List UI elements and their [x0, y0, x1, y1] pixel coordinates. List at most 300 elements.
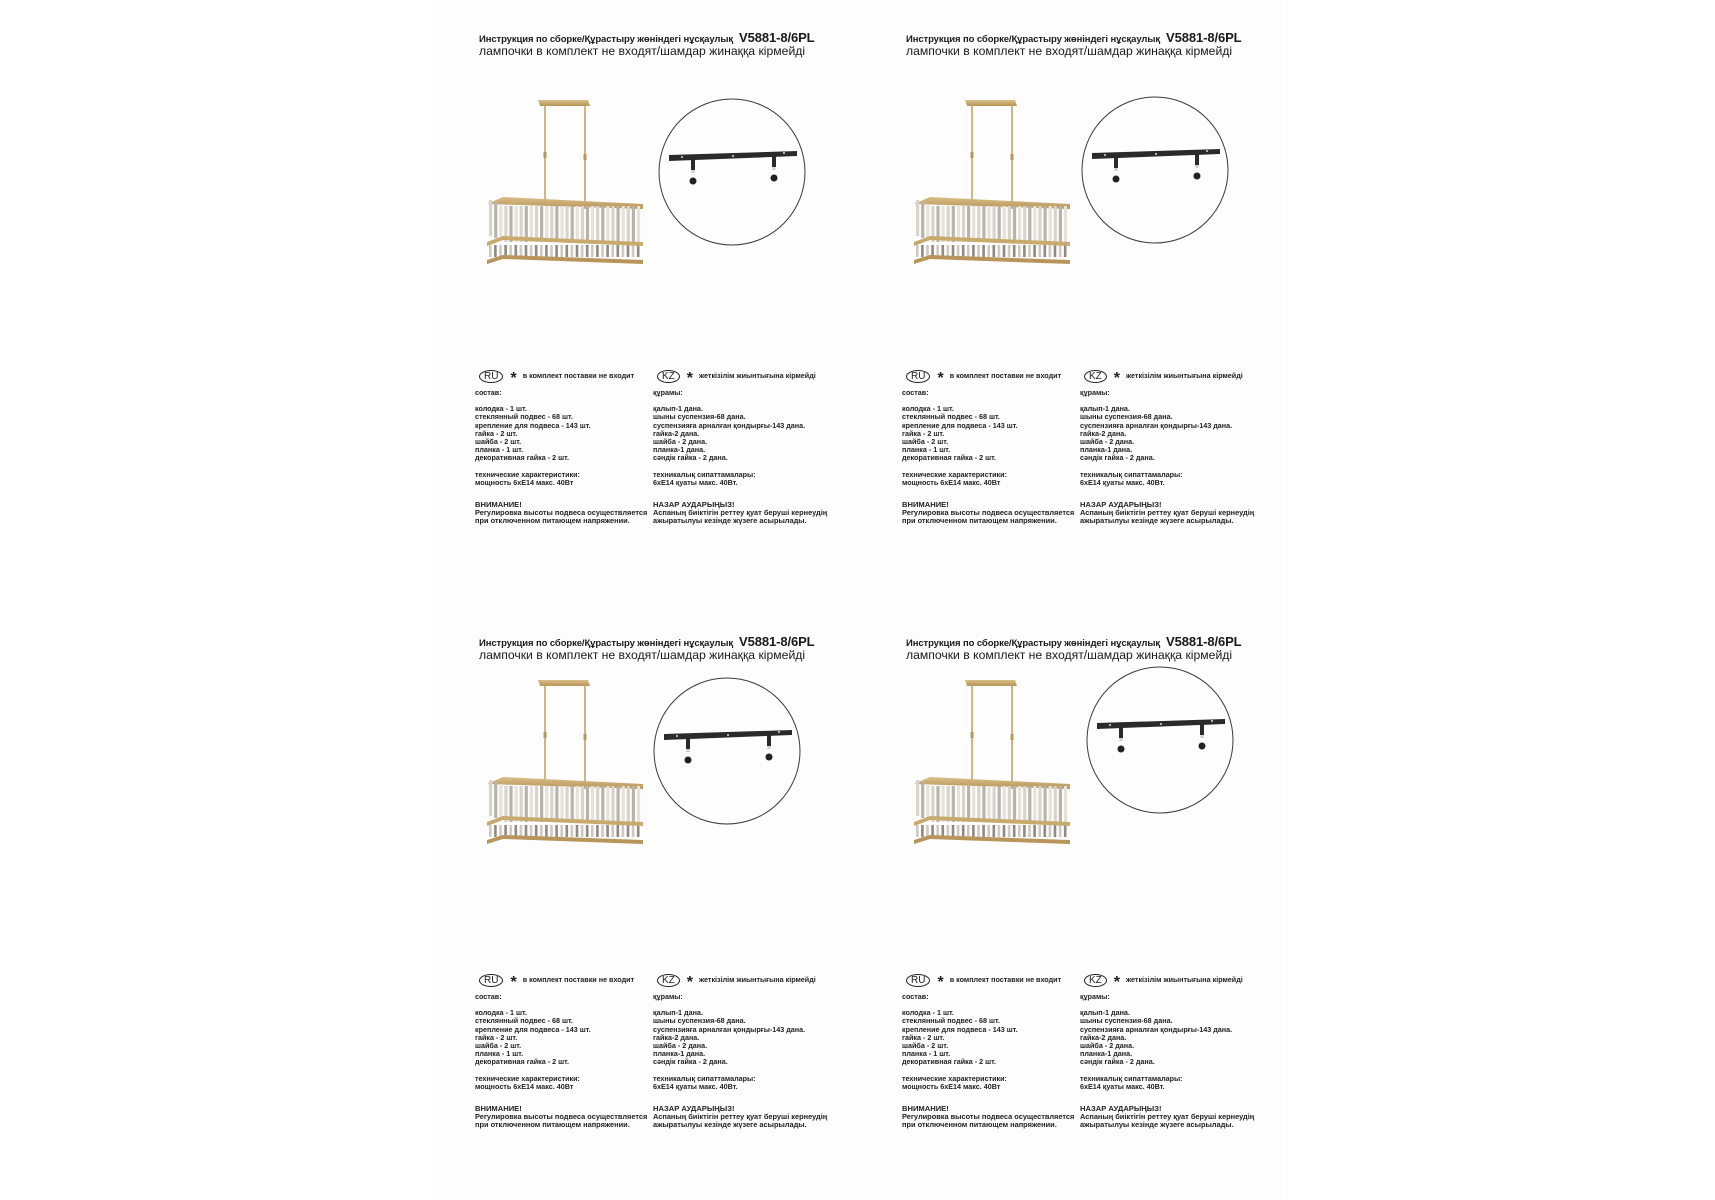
- list-item: шайба - 2 шт.: [475, 1040, 522, 1050]
- asterisk-icon: *: [510, 974, 517, 991]
- list-item: крепление для подвеса - 143 шт.: [475, 1024, 591, 1034]
- crystal-prism-lower: [942, 825, 945, 837]
- crystal-prism-lower: [540, 825, 543, 837]
- list-item: стеклянный подвес - 68 шт.: [475, 412, 573, 422]
- crystal-prism: [499, 204, 502, 240]
- ru-specs: [475, 1075, 647, 1091]
- crystal-prism: [1049, 786, 1052, 822]
- crystal-prism-lower: [972, 245, 975, 257]
- ru-specs-value: мощность 6xE14 макс. 40Вт: [475, 477, 574, 487]
- crystal-prism: [632, 786, 635, 822]
- list-item: планка-1 дана.: [1080, 1049, 1133, 1059]
- kz-warning-line: ажыратылуы кезінде жүзеге асырылады.: [653, 516, 807, 526]
- kz-badge: KZ: [1084, 370, 1107, 383]
- crystal-prism-lower: [489, 245, 492, 257]
- crystal-prism: [1013, 206, 1016, 242]
- list-item: шайба - 2 шт.: [475, 436, 522, 446]
- list-item: гайка - 2 шт.: [902, 1032, 945, 1042]
- washer: [687, 749, 690, 752]
- crystal-prism-lower: [525, 825, 528, 837]
- crystal-prism: [1018, 786, 1021, 822]
- crystal-prism: [1044, 786, 1047, 822]
- crystal-prism: [1059, 206, 1062, 242]
- crystal-prism-lower: [1044, 825, 1047, 837]
- kz-specs-label: техникалық сипаттамалары:: [1080, 469, 1183, 479]
- ru-not-included-note: в комплект поставки не входит: [949, 370, 1062, 380]
- kz-header: [1080, 368, 1254, 387]
- list-item: шыны суспензия-68 дана.: [653, 412, 746, 422]
- crystal-prism-lower: [998, 825, 1001, 837]
- mounting-stud: [1195, 154, 1199, 165]
- kz-specs-label: техникалық сипаттамалары:: [653, 1073, 756, 1083]
- crystal-prism: [627, 786, 630, 822]
- asterisk-icon: *: [1113, 370, 1121, 387]
- list-item: қалып-1 дана.: [653, 1008, 703, 1018]
- list-item: шайба - 2 дана.: [1080, 436, 1135, 446]
- ru-specs-value: мощность 6xE14 макс. 40Вт: [902, 1081, 1001, 1091]
- instruction-title: [906, 30, 1242, 45]
- crystal-prism-lower: [545, 245, 548, 257]
- crystal-prism-lower: [967, 245, 970, 257]
- crystal-prism: [560, 786, 563, 822]
- crystal-prism: [987, 786, 990, 822]
- screw-hole: [681, 156, 683, 158]
- kz-specs-label: техникалық сипаттамалары:: [653, 469, 756, 479]
- list-item: гайка - 2 шт.: [902, 428, 945, 438]
- ru-specs: [475, 471, 647, 487]
- crystal-prism-lower: [1059, 245, 1062, 257]
- crystal-prism-lower: [972, 825, 975, 837]
- crystal-prism: [494, 782, 497, 818]
- crystal-prism: [952, 206, 955, 242]
- crystal-prism-lower: [586, 825, 589, 837]
- list-item: крепление для подвеса - 143 шт.: [902, 420, 1018, 430]
- list-item: шыны суспензия-68 дана.: [653, 1016, 746, 1026]
- crystal-prism: [596, 206, 599, 242]
- crystal-prism-lower: [1008, 825, 1011, 837]
- crystal-prism: [1059, 786, 1062, 822]
- kz-contents-label: құрамы:: [1080, 388, 1110, 397]
- crystal-prism-lower: [550, 245, 553, 257]
- ru-warning-line: Регулировка высоты подвеса осуществляется: [475, 1112, 648, 1122]
- crystal-prism-lower: [632, 245, 635, 257]
- crystal-prism: [1028, 786, 1031, 822]
- crystal-prism: [1064, 786, 1067, 822]
- crystal-prism-lower: [1003, 245, 1006, 257]
- instruction-block-top-right: [900, 30, 1320, 590]
- screw-hole: [732, 155, 734, 157]
- crystal-prism-lower: [627, 245, 630, 257]
- crystal-prism-lower: [566, 245, 569, 257]
- list-item: декоративная гайка - 2 шт.: [902, 453, 996, 463]
- ru-warning-title: ВНИМАНИЕ!: [475, 1103, 522, 1113]
- ru-warning-line: Регулировка высоты подвеса осуществляется: [902, 1112, 1075, 1122]
- crystal-pendants: [489, 200, 640, 257]
- crystal-prism: [571, 786, 574, 822]
- decorative-nut: [1113, 176, 1120, 183]
- kazakh-column: [653, 368, 827, 526]
- crystal-prism-lower: [987, 245, 990, 257]
- crystal-prism: [957, 206, 960, 242]
- screw-hole: [783, 152, 785, 154]
- crystal-prism: [637, 786, 640, 822]
- crystal-prism: [576, 206, 579, 242]
- kz-specs-value: 6xE14 қуаты макс. 40Вт.: [653, 477, 738, 487]
- ru-warning-title: ВНИМАНИЕ!: [902, 499, 949, 509]
- crystal-prism: [1008, 786, 1011, 822]
- rod-coupler: [971, 732, 974, 738]
- kz-contents-label: құрамы:: [653, 992, 683, 1001]
- list-item: шыны суспензия-68 дана.: [1080, 412, 1173, 422]
- crystal-prism: [947, 786, 950, 822]
- list-item: планка - 1 шт.: [902, 445, 951, 455]
- crystal-prism-lower: [606, 245, 609, 257]
- screw-hole: [1206, 150, 1208, 152]
- instruction-label: Инструкция по сборке/Құрастыру жөніндегі нұсқаулық: [479, 34, 733, 45]
- ru-specs-label: технические характеристики:: [475, 469, 580, 479]
- russian-column: [475, 368, 647, 526]
- crystal-prism: [1038, 786, 1041, 822]
- ru-contents-label: состав:: [475, 388, 502, 397]
- crystal-prism-lower: [1028, 245, 1031, 257]
- screw-hole: [676, 735, 678, 737]
- kz-contents-label: құрамы:: [1080, 992, 1110, 1001]
- kz-specs-value: 6xE14 қуаты макс. 40Вт.: [653, 1081, 738, 1091]
- crystal-prism: [982, 206, 985, 242]
- crystal-prism-lower: [601, 825, 604, 837]
- ru-header: [475, 972, 647, 991]
- instruction-block-top-left: [473, 30, 893, 590]
- crystal-prism: [535, 206, 538, 242]
- screw-hole: [1155, 153, 1157, 155]
- crystal-prism-lower: [916, 825, 919, 837]
- kazakh-column: [653, 972, 827, 1130]
- ru-warning-title: ВНИМАНИЕ!: [475, 499, 522, 509]
- crystal-prism: [947, 206, 950, 242]
- crystal-prism: [952, 786, 955, 822]
- crystal-prism: [926, 784, 929, 820]
- ru-header: [902, 972, 1074, 991]
- crystal-prism: [972, 206, 975, 242]
- list-item: сәндік гайка - 2 дана.: [1080, 453, 1155, 463]
- crystal-prism: [1033, 786, 1036, 822]
- crystal-prism-lower: [1059, 825, 1062, 837]
- crystal-prism-lower: [1023, 825, 1026, 837]
- bulbs-note: лампочки в комплект не входят/шамдар жинаққа кірмейді: [479, 648, 806, 662]
- ru-specs: [902, 1075, 1074, 1091]
- crystal-prism: [591, 206, 594, 242]
- crystal-prism: [489, 780, 492, 816]
- crystal-prism-lower: [952, 245, 955, 257]
- decorative-nut: [1194, 173, 1201, 180]
- crystal-prism-lower: [617, 245, 620, 257]
- list-item: шайба - 2 дана.: [653, 1040, 708, 1050]
- kz-header: [1080, 972, 1254, 991]
- crystal-prism-lower: [571, 245, 574, 257]
- list-item: шайба - 2 дана.: [653, 436, 708, 446]
- list-item: декоративная гайка - 2 шт.: [475, 453, 569, 463]
- ru-contents-label: состав:: [902, 388, 929, 397]
- crystal-prism-lower: [576, 245, 579, 257]
- kz-not-included-note: жеткізілім жиынтығына кірмейді: [1126, 370, 1243, 380]
- crystal-prism-lower: [560, 825, 563, 837]
- instruction-label: Инструкция по сборке/Құрастыру жөніндегі нұсқаулық: [479, 638, 733, 649]
- kz-specs: [1080, 1075, 1254, 1091]
- kz-warning-line: ажыратылуы кезінде жүзеге асырылады.: [653, 1120, 807, 1130]
- crystal-prism-lower: [560, 245, 563, 257]
- crystal-prism-lower: [515, 245, 518, 257]
- crystal-prism-lower: [947, 245, 950, 257]
- crystal-prism-lower: [1033, 825, 1036, 837]
- crystal-prism-lower: [957, 245, 960, 257]
- crystal-prism-lower: [520, 245, 523, 257]
- kazakh-column: [1080, 368, 1254, 526]
- kz-not-included-note: жеткізілім жиынтығына кірмейді: [699, 370, 816, 380]
- mounting-stud: [1200, 724, 1204, 735]
- crystal-prism: [1054, 206, 1057, 242]
- crystal-prism-lower: [627, 825, 630, 837]
- list-item: гайка-2 дана.: [1080, 1032, 1127, 1042]
- detail-circle: [1082, 97, 1228, 243]
- ru-contents-list: [475, 1009, 647, 1066]
- crystal-prism: [494, 202, 497, 238]
- list-item: сәндік гайка - 2 дана.: [1080, 1057, 1155, 1067]
- crystal-prism: [560, 206, 563, 242]
- screw-hole: [1160, 723, 1162, 725]
- ceiling-canopy: [965, 680, 1017, 686]
- washer: [1120, 738, 1123, 741]
- crystal-prism-lower: [535, 245, 538, 257]
- crystal-prism: [1023, 206, 1026, 242]
- crystal-prism-lower: [622, 825, 625, 837]
- crystal-prism-lower: [571, 825, 574, 837]
- crystal-prism: [591, 786, 594, 822]
- decorative-nut: [690, 178, 697, 185]
- list-item: колодка - 1 шт.: [902, 1008, 954, 1018]
- list-item: шыны суспензия-68 дана.: [1080, 1016, 1173, 1026]
- crystal-prism-lower: [987, 825, 990, 837]
- crystal-prism: [627, 206, 630, 242]
- crystal-prism: [993, 786, 996, 822]
- crystal-prism: [545, 206, 548, 242]
- crystal-prism-lower: [550, 825, 553, 837]
- washer: [1115, 168, 1118, 171]
- ru-header: [475, 368, 647, 387]
- ru-warning-line: при отключенном питающем напряжении.: [902, 1120, 1057, 1130]
- detail-circle: [654, 678, 800, 824]
- ceiling-canopy: [965, 100, 1017, 106]
- rod-coupler: [1011, 734, 1014, 740]
- asterisk-icon: *: [686, 974, 694, 991]
- list-item: гайка-2 дана.: [1080, 428, 1127, 438]
- list-item: гайка - 2 шт.: [475, 1032, 518, 1042]
- list-item: планка-1 дана.: [1080, 445, 1133, 455]
- crystal-prism-lower: [1049, 825, 1052, 837]
- crystal-prism-lower: [957, 825, 960, 837]
- frame-bottom: [487, 835, 643, 844]
- crystal-prism-lower: [596, 245, 599, 257]
- crystal-prism-lower: [1038, 825, 1041, 837]
- washer: [768, 746, 771, 749]
- crystal-prism-lower: [1023, 245, 1026, 257]
- crystal-prism-lower: [977, 825, 980, 837]
- crystal-prism-lower: [632, 825, 635, 837]
- rod-coupler: [971, 152, 974, 158]
- kz-header: [653, 972, 827, 991]
- crystal-prism: [586, 206, 589, 242]
- crystal-prism: [982, 786, 985, 822]
- kz-not-included-note: жеткізілім жиынтығына кірмейді: [699, 974, 816, 984]
- list-item: қалып-1 дана.: [653, 404, 703, 414]
- instruction-block-bottom-right: [900, 634, 1320, 1194]
- crystal-prism-lower: [982, 245, 985, 257]
- crystal-prism: [525, 786, 528, 822]
- crystal-prism-lower: [555, 245, 558, 257]
- crystal-prism: [998, 206, 1001, 242]
- list-item: сәндік гайка - 2 дана.: [653, 1057, 728, 1067]
- list-item: суспензияға арналған қондырғы-143 дана.: [1080, 420, 1233, 430]
- crystal-prism: [1003, 786, 1006, 822]
- frame-bottom: [914, 255, 1070, 264]
- crystal-prism-lower: [637, 245, 640, 257]
- crystal-prism-lower: [494, 245, 497, 257]
- ru-warning-line: Регулировка высоты подвеса осуществляется: [475, 508, 648, 518]
- list-item: шайба - 2 шт.: [902, 436, 949, 446]
- kz-specs: [653, 1075, 827, 1091]
- list-item: стеклянный подвес - 68 шт.: [475, 1016, 573, 1026]
- washer: [773, 167, 776, 170]
- crystal-prism: [926, 204, 929, 240]
- kz-warning-line: Аспаның биіктігін реттеу қуат беруші кернеудің: [1080, 508, 1255, 518]
- mounting-stud: [691, 159, 695, 170]
- crystal-prism-lower: [611, 245, 614, 257]
- crystal-prism-lower: [916, 245, 919, 257]
- list-item: планка-1 дана.: [653, 445, 706, 455]
- ru-warning: [902, 501, 1074, 526]
- crystal-prism: [977, 206, 980, 242]
- screw-hole: [1211, 720, 1213, 722]
- frame-bottom: [487, 255, 643, 264]
- crystal-prism-lower: [1044, 245, 1047, 257]
- ru-not-included-note: в комплект поставки не входит: [522, 974, 635, 984]
- ru-warning: [902, 1105, 1074, 1130]
- crystal-prism: [962, 206, 965, 242]
- crystal-prism: [1023, 786, 1026, 822]
- crystal-prism-lower: [1064, 825, 1067, 837]
- list-item: декоративная гайка - 2 шт.: [475, 1057, 569, 1067]
- crystal-prism-lower: [993, 825, 996, 837]
- mounting-stud: [767, 735, 771, 746]
- russian-column: [475, 972, 647, 1130]
- asterisk-icon: *: [937, 370, 944, 387]
- crystal-prism-lower: [581, 245, 584, 257]
- kz-specs-value: 6xE14 қуаты макс. 40Вт.: [1080, 1081, 1165, 1091]
- mounting-stud: [686, 738, 690, 749]
- crystal-prism: [1013, 786, 1016, 822]
- crystal-prism: [993, 206, 996, 242]
- crystal-prism-lower: [1054, 245, 1057, 257]
- crystal-prism: [916, 780, 919, 816]
- list-item: колодка - 1 шт.: [902, 404, 954, 414]
- ru-header: [902, 368, 1074, 387]
- ru-specs-label: технические характеристики:: [902, 469, 1007, 479]
- rod-coupler: [1011, 154, 1014, 160]
- crystal-prism-lower: [967, 825, 970, 837]
- decorative-nut: [766, 754, 773, 761]
- ru-specs-label: технические характеристики:: [475, 1073, 580, 1083]
- washer: [1201, 735, 1204, 738]
- crystal-prism-lower: [921, 245, 924, 257]
- ru-warning: [475, 1105, 647, 1130]
- crystal-prism-lower: [1028, 825, 1031, 837]
- screw-hole: [778, 731, 780, 733]
- crystal-prism-lower: [977, 245, 980, 257]
- crystal-pendants: [916, 200, 1067, 257]
- kz-warning-line: ажыратылуы кезінде жүзеге асырылады.: [1080, 1120, 1234, 1130]
- crystal-prism-lower: [601, 245, 604, 257]
- crystal-prism: [606, 206, 609, 242]
- crystal-prism-lower: [535, 825, 538, 837]
- crystal-prism: [540, 786, 543, 822]
- kz-specs-value: 6xE14 қуаты макс. 40Вт.: [1080, 477, 1165, 487]
- list-item: колодка - 1 шт.: [475, 404, 527, 414]
- washer: [692, 170, 695, 173]
- kazakh-column: [1080, 972, 1254, 1130]
- chandelier-image: [483, 92, 655, 272]
- decorative-nut: [1199, 743, 1206, 750]
- mounting-bracket-detail: [1080, 95, 1230, 245]
- crystal-prism-lower: [1049, 245, 1052, 257]
- russian-column: [902, 368, 1074, 526]
- list-item: стеклянный подвес - 68 шт.: [902, 412, 1000, 422]
- crystal-prism-lower: [982, 825, 985, 837]
- crystal-prism: [606, 786, 609, 822]
- crystal-prism: [1008, 206, 1011, 242]
- list-item: крепление для подвеса - 143 шт.: [475, 420, 591, 430]
- screw-hole: [1109, 724, 1111, 726]
- crystal-prism: [571, 206, 574, 242]
- crystal-prism: [581, 786, 584, 822]
- ru-not-included-note: в комплект поставки не входит: [949, 974, 1062, 984]
- crystal-prism: [967, 786, 970, 822]
- crystal-prism-lower: [926, 245, 929, 257]
- crystal-prism: [962, 786, 965, 822]
- kz-contents-list: [653, 1009, 827, 1066]
- mounting-bracket-detail: [652, 676, 802, 826]
- crystal-prism: [611, 206, 614, 242]
- crystal-prism: [1044, 206, 1047, 242]
- decorative-nut: [685, 757, 692, 764]
- ru-badge: RU: [906, 370, 930, 383]
- ru-specs: [902, 471, 1074, 487]
- crystal-prism-lower: [581, 825, 584, 837]
- list-item: шайба - 2 дана.: [1080, 1040, 1135, 1050]
- crystal-prism: [566, 786, 569, 822]
- crystal-prism: [987, 206, 990, 242]
- list-item: гайка - 2 шт.: [475, 428, 518, 438]
- list-item: сәндік гайка - 2 дана.: [653, 453, 728, 463]
- bulbs-note: лампочки в комплект не входят/шамдар жинаққа кірмейді: [906, 648, 1233, 662]
- crystal-prism-lower: [1003, 825, 1006, 837]
- list-item: декоративная гайка - 2 шт.: [902, 1057, 996, 1067]
- ru-contents-list: [902, 405, 1074, 462]
- kz-warning-line: Аспаның биіктігін реттеу қуат беруші кернеудің: [653, 508, 828, 518]
- crystal-prism-lower: [596, 825, 599, 837]
- crystal-prism: [555, 786, 558, 822]
- kz-contents-list: [653, 405, 827, 462]
- kz-specs: [1080, 471, 1254, 487]
- list-item: стеклянный подвес - 68 шт.: [902, 1016, 1000, 1026]
